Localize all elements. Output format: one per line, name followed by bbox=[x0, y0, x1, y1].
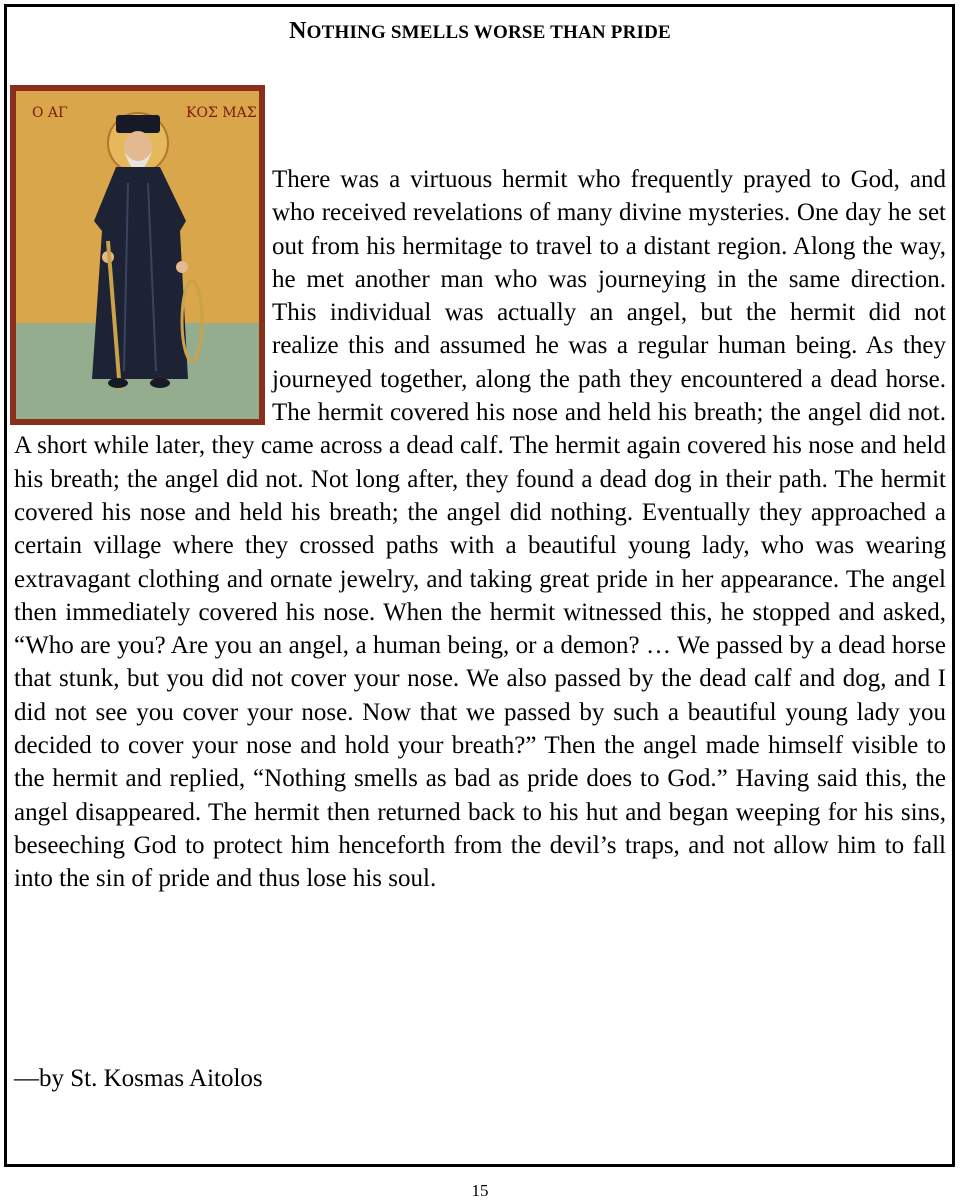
author-signature: —by St. Kosmas Aitolos bbox=[14, 1065, 263, 1092]
page-number: 15 bbox=[471, 1181, 489, 1200]
image-float-spacer bbox=[14, 163, 272, 429]
title-rest: OTHING SMELLS WORSE THAN PRIDE bbox=[306, 22, 671, 43]
page-title bbox=[0, 18, 960, 45]
story-body: There was a virtuous hermit who frequently prayed to God, and who received revelations of many divine mysteries. One day he set out from his hermitage to travel to a distant region. Along the way, he met another man who was journeying in the same direction. This individual was actually an angel, but the hermit did not realize this and assumed he was a regular human being. As they journeyed together, along the path they encountered a dead horse. The hermit covered his nose and held his breath; the angel did not. A short while later, they came across a dead calf. The hermit again covered his nose and held his breath; the angel did not. Not long after, they found a dead dog in their path. The hermit covered his nose and held his breath; the angel did nothing. Eventually they approached a certain village where they crossed paths with a beautiful young lady, who was wearing extravagant clothing and ornate jewelry, and taking great pride in her appearance. The angel then immediately covered his nose. When the hermit witnessed this, he stopped and asked, “Who are you? Are you an angel, a human being, or a demon? … We passed by a dead horse that stunk, but you did not cover your nose. We also passed by the dead calf and dog, and I did not see you cover your nose. Now that we passed by such a beautiful young lady you decided to cover your nose and hold your breath?” Then the angel made himself visible to the hermit and replied, “Nothing smells as bad as pride does to God.” Having said this, the angel disappeared. The hermit then returned back to his hut and began weeping for his sins, beseeching God to protect him henceforth from the devil’s traps, and not allow him to fall into the sin of pride and thus lose his soul. bbox=[14, 166, 946, 893]
icon-inscription-right: ΚΟΣ ΜΑΣ bbox=[186, 105, 257, 121]
icon-inscription-left: Ο ΑΓ bbox=[32, 105, 68, 121]
title-first-letter: N bbox=[289, 18, 307, 44]
story-text bbox=[14, 163, 946, 896]
